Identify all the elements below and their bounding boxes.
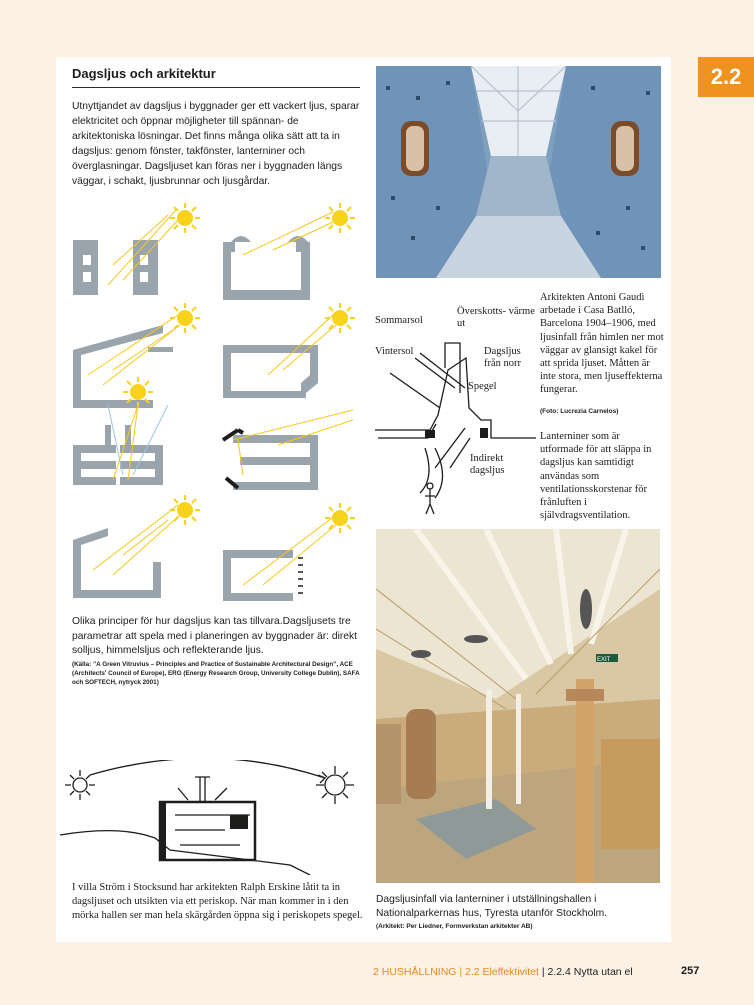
gaudi-text: Arkitekten Antoni Gaudi arbetade i Casa Batlló, Barcelona 1904–1906, med ljusinfall från himlen ner mot väggar av glansigt kakel för att sprida ljuset. Måtten är inte stora, men ljuseffekterna fungerar. [540,292,664,396]
footer-subsection: 2.2.4 Nytta utan el [547,966,633,978]
periscope-sketch [60,760,370,875]
diagrams-caption: Olika principer för hur dagsljus kan tas tillvara.Dagsljusets tre parametrar att spela med i planeringen av byggnader är: direkt solljus, himmelsljus och reflekterande ljus. [72,616,358,656]
section-heading: Dagsljus och arkitektur [72,66,216,81]
diagram-light-shelf [223,303,355,398]
label-indirekt-dagsljus: Indirekt dagsljus [470,453,505,476]
diagram-atrium [73,377,168,485]
exit-sign-text: EXIT [597,657,611,663]
diagrams-source: (Källa: ”A Green Vitruvius – Principles and Practice of Sustainable Architectural Design”, ACE (Architects' Council of Europe), ERG (Energy Research Group, University College Dublin), SAFA och SOFTECH, nytryck 2001) [72,661,360,686]
casa-batllo-photo [376,66,661,278]
hall-credit: (Arkitekt: Per Liedner, Formverkstan arkitekter AB) [376,923,533,930]
hall-caption: Dagsljusinfall via lanterniner i utställningshallen i Nationalparkernas hus, Tyresta utanför Stockholm. [376,894,608,919]
diagram-reflector [223,410,353,490]
tyresta-hall-photo [376,529,660,883]
diagram-roof-opening [223,203,355,300]
diagram-clerestory [73,495,200,598]
intro-paragraph: Utnyttjandet av dagsljus i byggnader ger ett vackert ljus, sparar elektricitet och öppnar möjligheter till spännan- de arkitektoniska lösningar. Det finns många olika sätt att ta in dagsljus: genom fönster, takfönster, lanterniner och överglasningar. Dagsljuset kan föras ner i byggnaden längs väggar, i schakt, ljusbrunnar och ljusgårdar. [72,101,360,187]
section-tab: 2.2 [698,57,754,97]
gaudi-photo-credit: (Foto: Lucrezia Carnelos) [540,408,619,415]
sun-right-icon [316,766,354,804]
page-number: 257 [681,965,700,977]
label-overskottsvarme: Överskotts- värme ut [457,306,535,329]
diagram-louvres [223,503,355,601]
daylight-diagrams [68,200,368,605]
footer-separator: | [538,966,548,978]
erskine-caption: I villa Ström i Stocksund har arkitekten Ralph Erskine låtit ta in dagsljuset och utsikten via ett periskop. När man kommer in i den mörka hallen ser man hela skärgården öppna sig i periskopets spegel. [72,882,363,921]
heading-rule [72,87,360,88]
footer-breadcrumb [373,966,633,978]
footer-crumb: 2 HUSHÅLLNING | 2.2 Eleffektivitet [373,966,539,978]
label-sommarsol: Sommarsol [375,315,423,326]
gaudi-section-diagram [370,298,538,520]
lantern-text: Lanterniner som är utformade för att släppa in dagsljus kan samtidigt användas som ventilationsskorstenar för frånluften i självdragsventilation. [540,431,652,522]
label-spegel: Spegel [468,381,497,392]
label-dagsljus-norr: Dagsljus från norr [484,346,522,369]
label-vintersol: Vintersol [375,346,414,357]
diagram-courtyard [73,203,200,295]
